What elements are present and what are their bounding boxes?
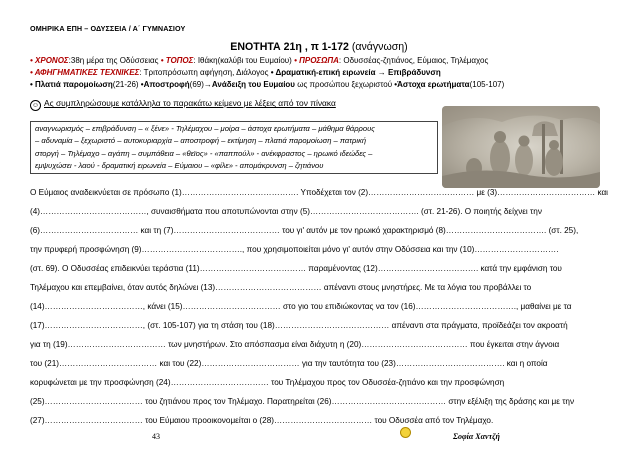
fill-text-line: (4)…………………………………, συναισθήματα που αποτυπώνονται στην (5)…………………………………. (στ. 21-26). Ο ποιητής δείχνει την: [30, 207, 542, 216]
word-bank-line: στοργή – Τηλέμαχο – αγάπη – συμπάθεια – «θεϊος» - «παππούλ» - ανέκφραστος – ηρωικό ιδεώδες –: [35, 148, 373, 158]
questions-label: •Άστοχα ερωτήματα: [394, 80, 470, 89]
irony-text: • Δραματική-επική ειρωνεία → Επιβράδυνση: [270, 68, 441, 77]
section-title: [0, 41, 638, 53]
techniques-value: : Τριτοπρόσωπη αφήγηση, Διάλογος: [139, 68, 271, 77]
illustration-engraving: [442, 106, 600, 188]
fill-text-line: του (21)……………………………… και του (22)……………………………… για την ταυτότητα του (23)…………………………………. και η οποία: [30, 359, 548, 368]
simile-label: • Πλατιά παρομοίωση: [30, 80, 113, 89]
engraving-scene: [442, 106, 600, 188]
apostrophe-label: •Αποστροφή: [140, 80, 190, 89]
time-label: • ΧΡΟΝΟΣ: [30, 56, 69, 65]
fill-text-line: (17)………………………………, (στ. 105-107) για τη στάση του (18)…………………………………… απέναντι στα πράγματα, προϊδεάζει τον ακροατή: [30, 321, 568, 330]
word-bank-box: [30, 121, 438, 174]
page-header: ΟΜΗΡΙΚΑ ΕΠΗ – ΟΔΥΣΣΕΙΑ / Α΄ ΓΥΜΝΑΣΙΟΥ: [30, 24, 186, 33]
word-bank-line: – αδυναμία – ξεχωριστό – αυτοκυριαρχία – αποστροφή – εκτίμηση – πλατιά παρομοίωση – πατρική: [35, 136, 367, 146]
fill-text-line: (6)……………………………… και τη (7)………………………………… του γι' αυτόν με τον ηρωικό χαρακτηρισμό (8)………………………………. (στ. 25),: [30, 226, 579, 235]
author-name: Σοφία Χαντζή: [453, 432, 500, 441]
fill-text-line: την πρυφερή προσφώνηση (9)………………………………., που χρησιμοποιείται μόνο γι' αυτόν στην Οδύσσεια και την (10)………………………….: [30, 245, 559, 254]
device-middle-text: ως προσώπου ξεχωριστού: [294, 80, 395, 89]
smiley-icon: ☺: [31, 102, 40, 109]
instruction: [30, 98, 336, 111]
place-value: : Ιθάκη(καλύβι του Ευμαίου): [193, 56, 292, 65]
time-value: :38η μέρα της Οδύσσειας: [68, 56, 159, 65]
questions-ref: (105-107): [469, 80, 505, 89]
fill-text-line: κορυφώνεται με την προσφώνηση (24)……………………………… του Τηλέμαχου προς τον Οδυσσέα-ζητιάνο και την προσφώνηση: [30, 378, 505, 387]
smiley-face-icon: [400, 427, 411, 438]
word-bank-line: αναγνωρισμός – επιβράδυνση – « ξένε» - Τηλέμαχου – μοίρα – άστοχα ερωτήματα – μάθημα θάρρους: [35, 124, 375, 133]
section-title-sub: (ανάγνωση): [351, 41, 408, 53]
fill-text-line: (27)……………………………… του Εύμαιου προοικονομείται ο (28)……………………………… του Οδυσσέα από τον Τηλέμαχο.: [30, 416, 494, 425]
apostrophe-ref: (69): [189, 80, 204, 89]
fill-text-line: Ο Εύμαιος αναδεικνύεται σε πρόσωπο (1)……………………………………. Υποδέχεται τον (2)………………………………… με (3)……………………………… και: [30, 188, 609, 197]
fill-text-line: (14)………………………………, κάνει (15)……………………………… στο γιο του επιδιώκοντας να τον (16)………………………………., μαθαίνει με τα: [30, 302, 572, 311]
instruction-text: Ας συμπληρώσουμε κατάλληλα το παρακάτω κείμενο με λέξεις από τον πίνακα: [44, 98, 336, 108]
techniques-label: • ΑΦΗΓΗΜΑΤΙΚΕΣ ΤΕΧΝΙΚΕΣ: [30, 68, 140, 77]
persons-value: : Οδυσσέας-ζητιάνος, Εύμαιος, Τηλέμαχος: [338, 56, 489, 65]
word-bank-line: εμψυχώσει - λαού - δραματική ειρωνεία – Εύμαιου – «φίλε» - απομάκρυνση – ζητιάνου: [35, 161, 324, 171]
fill-text-line: (στ. 69). Ο Οδυσσέας επιδεικνύει τεράστια (11)………………………………… παραμένοντας (12)………………………………. κατά την εμφάνιση του: [30, 264, 562, 273]
info-line-time-place-persons: [30, 56, 488, 65]
info-line-techniques: [30, 68, 441, 77]
fill-text-line: (25)……………………………… του ζητιάνου προς τον Τηλέμαχο. Παρατηρείται (26)…………………………………… στην εξέλιξη της δράσης και με την: [30, 397, 575, 406]
fill-text-line: Τηλέμαχου και επεμβαίνει, όταν αυτός δηλώνει (13)………………………………… απέναντι στους μνηστήρες. Με τα λόγια του προβάλλει το: [30, 283, 532, 292]
eumaeus-highlight: →Ανάδειξη του Ευμαίου: [203, 80, 295, 89]
info-line-devices: [30, 80, 504, 89]
persons-label: • ΠΡΟΣΩΠΑ: [294, 56, 339, 65]
place-label: • ΤΟΠΟΣ: [160, 56, 194, 65]
fill-text-line: για τη (19)……………………………… των μνηστήρων. Στο απόσπασμα είναι διάχυτη η (20)………………………………… που έγκειται στην άγνοια: [30, 340, 560, 349]
simile-ref: (21-26): [112, 80, 141, 89]
page-number: 43: [152, 432, 160, 441]
section-title-main: ΕΝΟΤΗΤΑ 21η , π 1-172: [230, 41, 349, 53]
